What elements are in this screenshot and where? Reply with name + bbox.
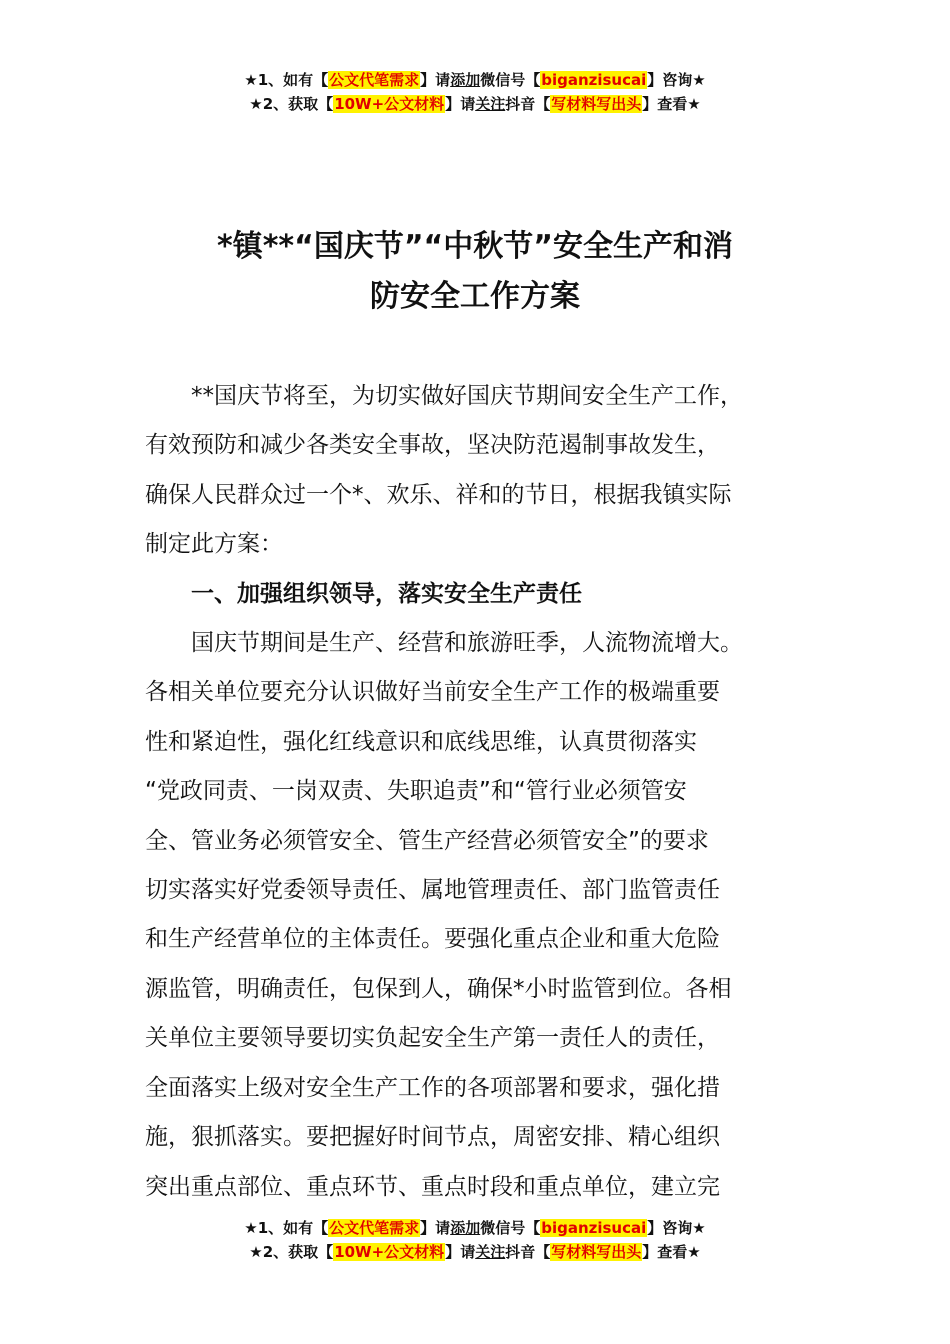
text-line: 制定此方案： xyxy=(145,531,283,558)
highlight-materials: 10W+公文材料 xyxy=(334,95,445,113)
text-line: 施，狠抓落实。要把握好时间节点，周密安排、精心组织 xyxy=(145,1124,720,1151)
text-line: 全、管业务必须管安全、管生产经营必须管安全”的要求 xyxy=(145,827,709,854)
highlight-wechat-id: biganzisucai xyxy=(541,1219,647,1237)
text-line: “党政同责、一岗双责、失职追责”和“管行业必须管安 xyxy=(145,778,687,805)
text-line: 关单位主要领导要切实负起安全生产第一责任人的责任， xyxy=(145,1025,720,1052)
text-line: 切实落实好党委领导责任、属地管理责任、部门监管责任 xyxy=(145,877,720,904)
intro-paragraph xyxy=(145,372,835,570)
highlight-service: 公文代笔需求 xyxy=(329,71,420,89)
section-1-paragraph xyxy=(145,619,835,1212)
text-line: 有效预防和减少各类安全事故，坚决防范遏制事故发生， xyxy=(145,432,720,459)
highlight-wechat-id: biganzisucai xyxy=(541,71,647,89)
text-line: 突出重点部位、重点环节、重点时段和重点单位，建立完 xyxy=(145,1173,720,1200)
document-title xyxy=(0,222,950,322)
footer-banner xyxy=(0,1216,950,1264)
banner-line-2: ★2、获取【10W+公文材料】请关注抖音【写材料写出头】查看★ xyxy=(249,95,701,113)
banner-line-1: ★1、如有【公文代笔需求】请添加微信号【biganzisucai】咨询★ xyxy=(244,71,706,89)
title-line-2: 防安全工作方案 xyxy=(370,279,580,314)
text-line: 各相关单位要充分认识做好当前安全生产工作的极端重要 xyxy=(145,679,720,706)
banner-line-1: ★1、如有【公文代笔需求】请添加微信号【biganzisucai】咨询★ xyxy=(244,1219,706,1237)
document-body xyxy=(145,372,835,1212)
highlight-douyin-account: 写材料写出头 xyxy=(551,1243,642,1261)
highlight-douyin-account: 写材料写出头 xyxy=(551,95,642,113)
highlight-materials: 10W+公文材料 xyxy=(334,1243,445,1261)
highlight-service: 公文代笔需求 xyxy=(329,1219,420,1237)
text-line: 和生产经营单位的主体责任。要强化重点企业和重大危险 xyxy=(145,926,720,953)
text-line: 性和紧迫性，强化红线意识和底线思维，认真贯彻落实 xyxy=(145,728,697,755)
header-banner xyxy=(0,68,950,116)
banner-line-2: ★2、获取【10W+公文材料】请关注抖音【写材料写出头】查看★ xyxy=(249,1243,701,1261)
text-line: 源监管，明确责任，包保到人，确保*小时监管到位。各相 xyxy=(145,975,732,1002)
text-line: **国庆节将至，为切实做好国庆节期间安全生产工作， xyxy=(191,383,743,409)
title-line-1: *镇**“国庆节”“中秋节”安全生产和消 xyxy=(217,229,733,264)
text-line: 确保人民群众过一个*、欢乐、祥和的节日，根据我镇实际 xyxy=(145,481,732,508)
section-heading-1: 一、加强组织领导，落实安全生产责任 xyxy=(191,580,582,607)
text-line: 国庆节期间是生产、经营和旅游旺季，人流物流增大。 xyxy=(191,630,743,657)
text-line: 全面落实上级对安全生产工作的各项部署和要求，强化措 xyxy=(145,1074,720,1101)
